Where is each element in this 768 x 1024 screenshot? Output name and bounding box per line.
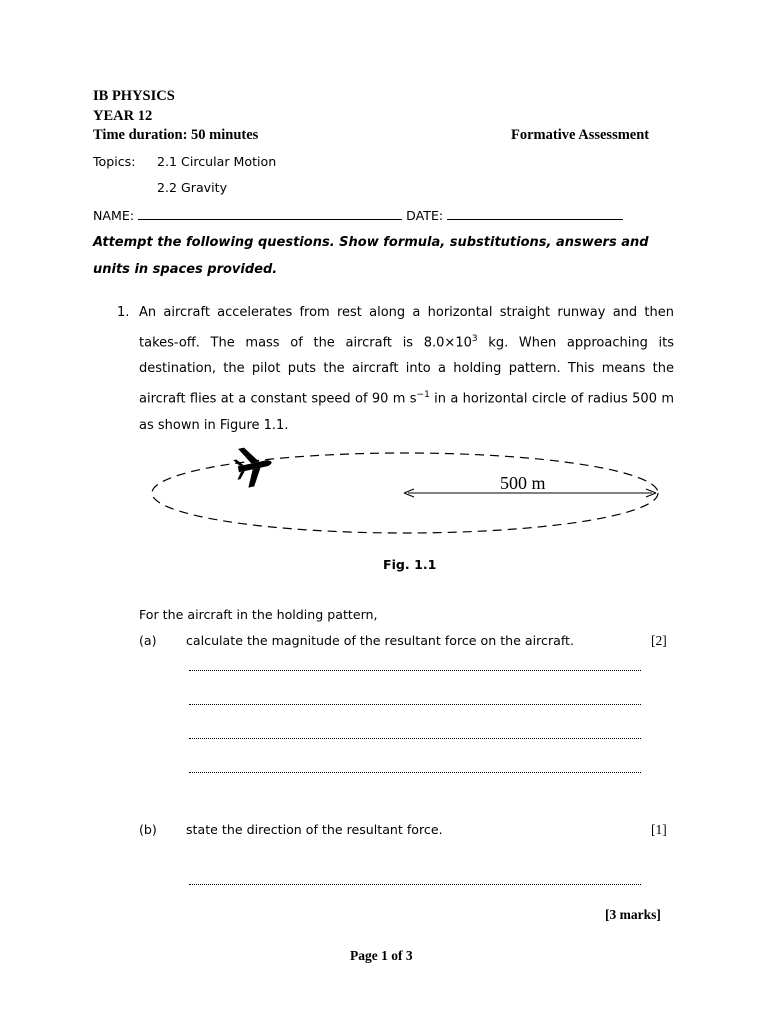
- name-field-row: [93, 206, 623, 223]
- exponent-mass: 3: [471, 334, 478, 344]
- holding-pattern-diagram: [140, 440, 670, 540]
- total-marks: [3 marks]: [605, 907, 661, 922]
- subject-title: IB PHYSICS: [93, 88, 175, 104]
- assessment-type: Formative Assessment: [511, 127, 650, 143]
- radius-label: 500 m: [500, 473, 546, 493]
- answer-line-a2[interactable]: [189, 704, 641, 705]
- topic-item-1: 2.1 Circular Motion: [157, 154, 277, 169]
- answer-line-a4[interactable]: [189, 772, 641, 773]
- date-label: DATE:: [406, 208, 444, 223]
- figure-caption: Fig. 1.1: [383, 557, 437, 572]
- figure-holding-pattern: [140, 440, 670, 540]
- answer-line-a1[interactable]: [189, 670, 641, 671]
- topic-item-2: 2.2 Gravity: [157, 180, 228, 195]
- question-text-1: An aircraft accelerates from rest along a horizontal straight runway and then takes-off. The mass of the aircraft is 8.0×10: [139, 305, 674, 351]
- question-text: [139, 300, 674, 439]
- question-text-2: kg. When approaching its destination, the pilot puts the aircraft into a holding pattern. This means the aircraft flies at a constant speed of 90 m s: [139, 335, 674, 407]
- time-duration: Time duration: 50 minutes: [93, 127, 259, 143]
- exponent-speed: −1: [416, 390, 430, 401]
- part-a-label: (a): [139, 633, 157, 648]
- part-a-text: calculate the magnitude of the resultant force on the aircraft.: [186, 633, 574, 648]
- part-b-label: (b): [139, 822, 157, 837]
- question-lead-in: For the aircraft in the holding pattern,: [139, 607, 378, 622]
- answer-line-b1[interactable]: [189, 884, 641, 885]
- aircraft-icon: [231, 443, 276, 490]
- name-input-line[interactable]: [138, 206, 402, 220]
- name-label: NAME:: [93, 208, 135, 223]
- part-b-text: state the direction of the resultant force.: [186, 822, 443, 837]
- year-label: YEAR 12: [93, 108, 153, 124]
- topics-label: Topics:: [93, 154, 136, 169]
- part-a-marks: [2]: [651, 633, 667, 648]
- question-number: 1.: [117, 305, 130, 320]
- instructions: Attempt the following questions. Show formula, substitutions, answers and units in spaces provided.: [93, 235, 649, 277]
- answer-line-a3[interactable]: [189, 738, 641, 739]
- part-b-marks: [1]: [651, 822, 667, 837]
- question-text-3: in a horizontal circle of radius 500 m as shown in Figure 1.1.: [139, 391, 674, 433]
- date-input-line[interactable]: [447, 206, 623, 220]
- page-number: Page 1 of 3: [350, 948, 413, 963]
